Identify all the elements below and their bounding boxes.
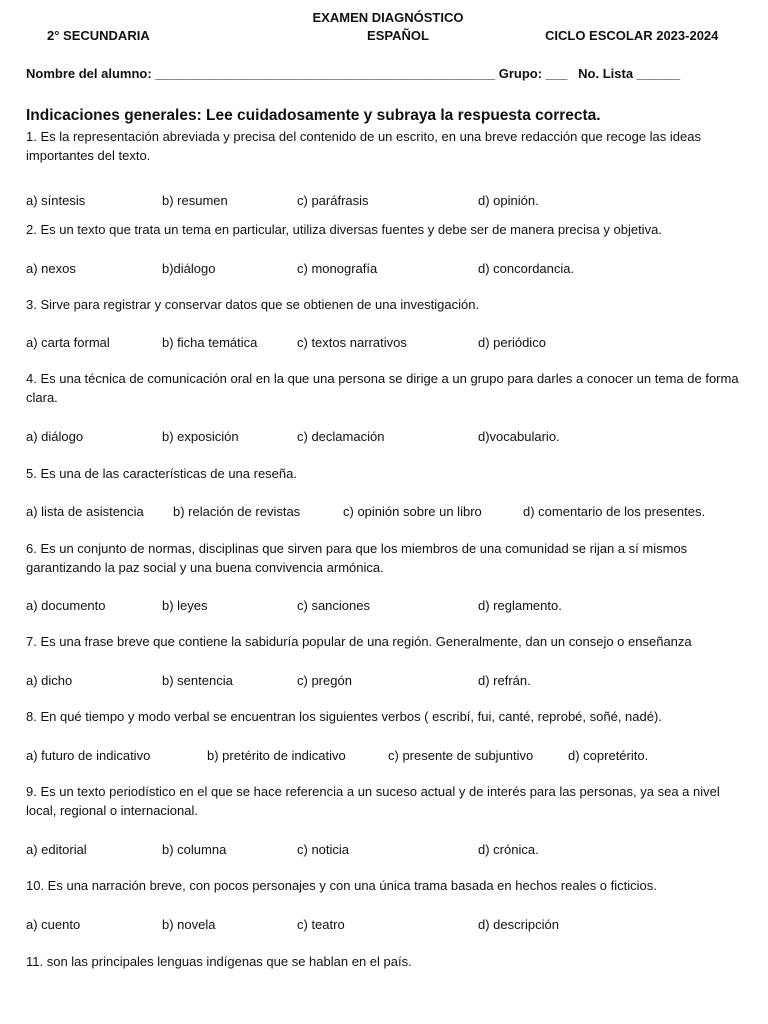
question-8-options [0,747,768,765]
question-4-option-d[interactable]: d)vocabulario. [478,429,560,444]
question-5-option-a[interactable]: a) lista de asistencia [26,504,144,519]
exam-title: EXAMEN DIAGNÓSTICO [312,10,464,25]
question-10-text: 10. Es una narración breve, con pocos personajes y con una única trama basada en hechos reales o ficticios. [26,878,657,893]
question-1-option-c[interactable]: c) paráfrasis [297,193,369,208]
question-4-option-c[interactable]: c) declamación [297,429,385,444]
question-7-option-a[interactable]: a) dicho [26,673,73,688]
question-5-option-b[interactable]: b) relación de revistas [173,504,301,519]
question-7-options [0,672,768,690]
question-1-option-d[interactable]: d) opinión. [478,193,539,208]
question-3-option-b[interactable]: b) ficha temática [162,335,258,350]
question-6-option-c[interactable]: c) sanciones [297,598,370,613]
question-7-option-d[interactable]: d) refrán. [478,673,531,688]
question-5-option-d[interactable]: d) comentario de los presentes. [523,504,706,519]
question-9-text: 9. Es un texto periodístico en el que se hace referencia a un suceso actual y de interés para las personas, ya sea a nivel local, regional o internacional. [26,784,720,818]
question-1-options [0,192,768,210]
question-5-option-c[interactable]: c) opinión sobre un libro [343,504,482,519]
question-4-option-a[interactable]: a) diálogo [26,429,84,444]
question-2-option-b[interactable]: b)diálogo [162,261,216,276]
question-6-option-d[interactable]: d) reglamento. [478,598,562,613]
question-10-option-a[interactable]: a) cuento [26,917,81,932]
question-2-option-d[interactable]: d) concordancia. [478,261,575,276]
question-9-option-c[interactable]: c) noticia [297,842,350,857]
question-3-options [0,334,768,352]
question-10-option-c[interactable]: c) teatro [297,917,345,932]
question-6-text: 6. Es un conjunto de normas, disciplinas que sirven para que los miembros de una comunidad se rijan a sí mismos garantizando la paz social y una buena convivencia armónica. [26,541,688,575]
question-4-text: 4. Es una técnica de comunicación oral en la que una persona se dirige a un grupo para darles a conocer un tema de forma clara. [26,371,739,405]
question-4-options [0,428,768,446]
question-6-option-b[interactable]: b) leyes [162,598,208,613]
student-info-line: Nombre del alumno: _______________________________________________ Grupo: ___ No. Lista ______ [26,66,681,81]
question-2-option-c[interactable]: c) monografía [297,261,378,276]
question-10-option-d[interactable]: d) descripción [478,917,559,932]
question-3-option-c[interactable]: c) textos narrativos [297,335,407,350]
question-9-options [0,841,768,859]
question-2-options [0,260,768,278]
question-5-options [0,503,768,521]
question-9-option-a[interactable]: a) editorial [26,842,87,857]
subject-label: ESPAÑOL [367,28,429,43]
question-7-option-b[interactable]: b) sentencia [162,673,233,688]
question-3-option-d[interactable]: d) periódico [478,335,546,350]
question-8-text: 8. En qué tiempo y modo verbal se encuentran los siguientes verbos ( escribí, fui, canté, reprobé, soñé, nadé). [26,709,662,724]
question-8-option-b[interactable]: b) pretérito de indicativo [207,748,346,763]
question-7-option-c[interactable]: c) pregón [297,673,352,688]
question-10-option-b[interactable]: b) novela [162,917,216,932]
question-8-option-d[interactable]: d) copretérito. [568,748,649,763]
question-9-option-b[interactable]: b) columna [162,842,227,857]
question-2-option-a[interactable]: a) nexos [26,261,76,276]
question-2-text: 2. Es un texto que trata un tema en particular, utiliza diversas fuentes y debe ser de manera precisa y objetiva. [26,222,662,237]
question-4-option-b[interactable]: b) exposición [162,429,239,444]
question-10-options [0,916,768,934]
question-6-options [0,597,768,615]
question-3-option-a[interactable]: a) carta formal [26,335,110,350]
question-11-text: 11. son las principales lenguas indígenas que se hablan en el país. [26,954,412,969]
question-8-option-a[interactable]: a) futuro de indicativo [26,748,151,763]
question-5-text: 5. Es una de las características de una reseña. [26,466,297,481]
question-1-text: 1. Es la representación abreviada y precisa del contenido de un escrito, en una breve redacción que recoge las ideas importantes del texto. [26,129,701,163]
question-3-text: 3. Sirve para registrar y conservar datos que se obtienen de una investigación. [26,297,480,312]
question-1-option-a[interactable]: a) síntesis [26,193,86,208]
question-9-option-d[interactable]: d) crónica. [478,842,539,857]
question-1-option-b[interactable]: b) resumen [162,193,228,208]
grade-label: 2° SECUNDARIA [47,28,150,43]
question-8-option-c[interactable]: c) presente de subjuntivo [388,748,534,763]
question-7-text: 7. Es una frase breve que contiene la sabiduría popular de una región. Generalmente, dan un consejo o enseñanza [26,634,692,649]
general-instructions: Indicaciones generales: Lee cuidadosamente y subraya la respuesta correcta. [26,107,601,124]
question-6-option-a[interactable]: a) documento [26,598,106,613]
school-cycle-label: CICLO ESCOLAR 2023-2024 [545,28,719,43]
